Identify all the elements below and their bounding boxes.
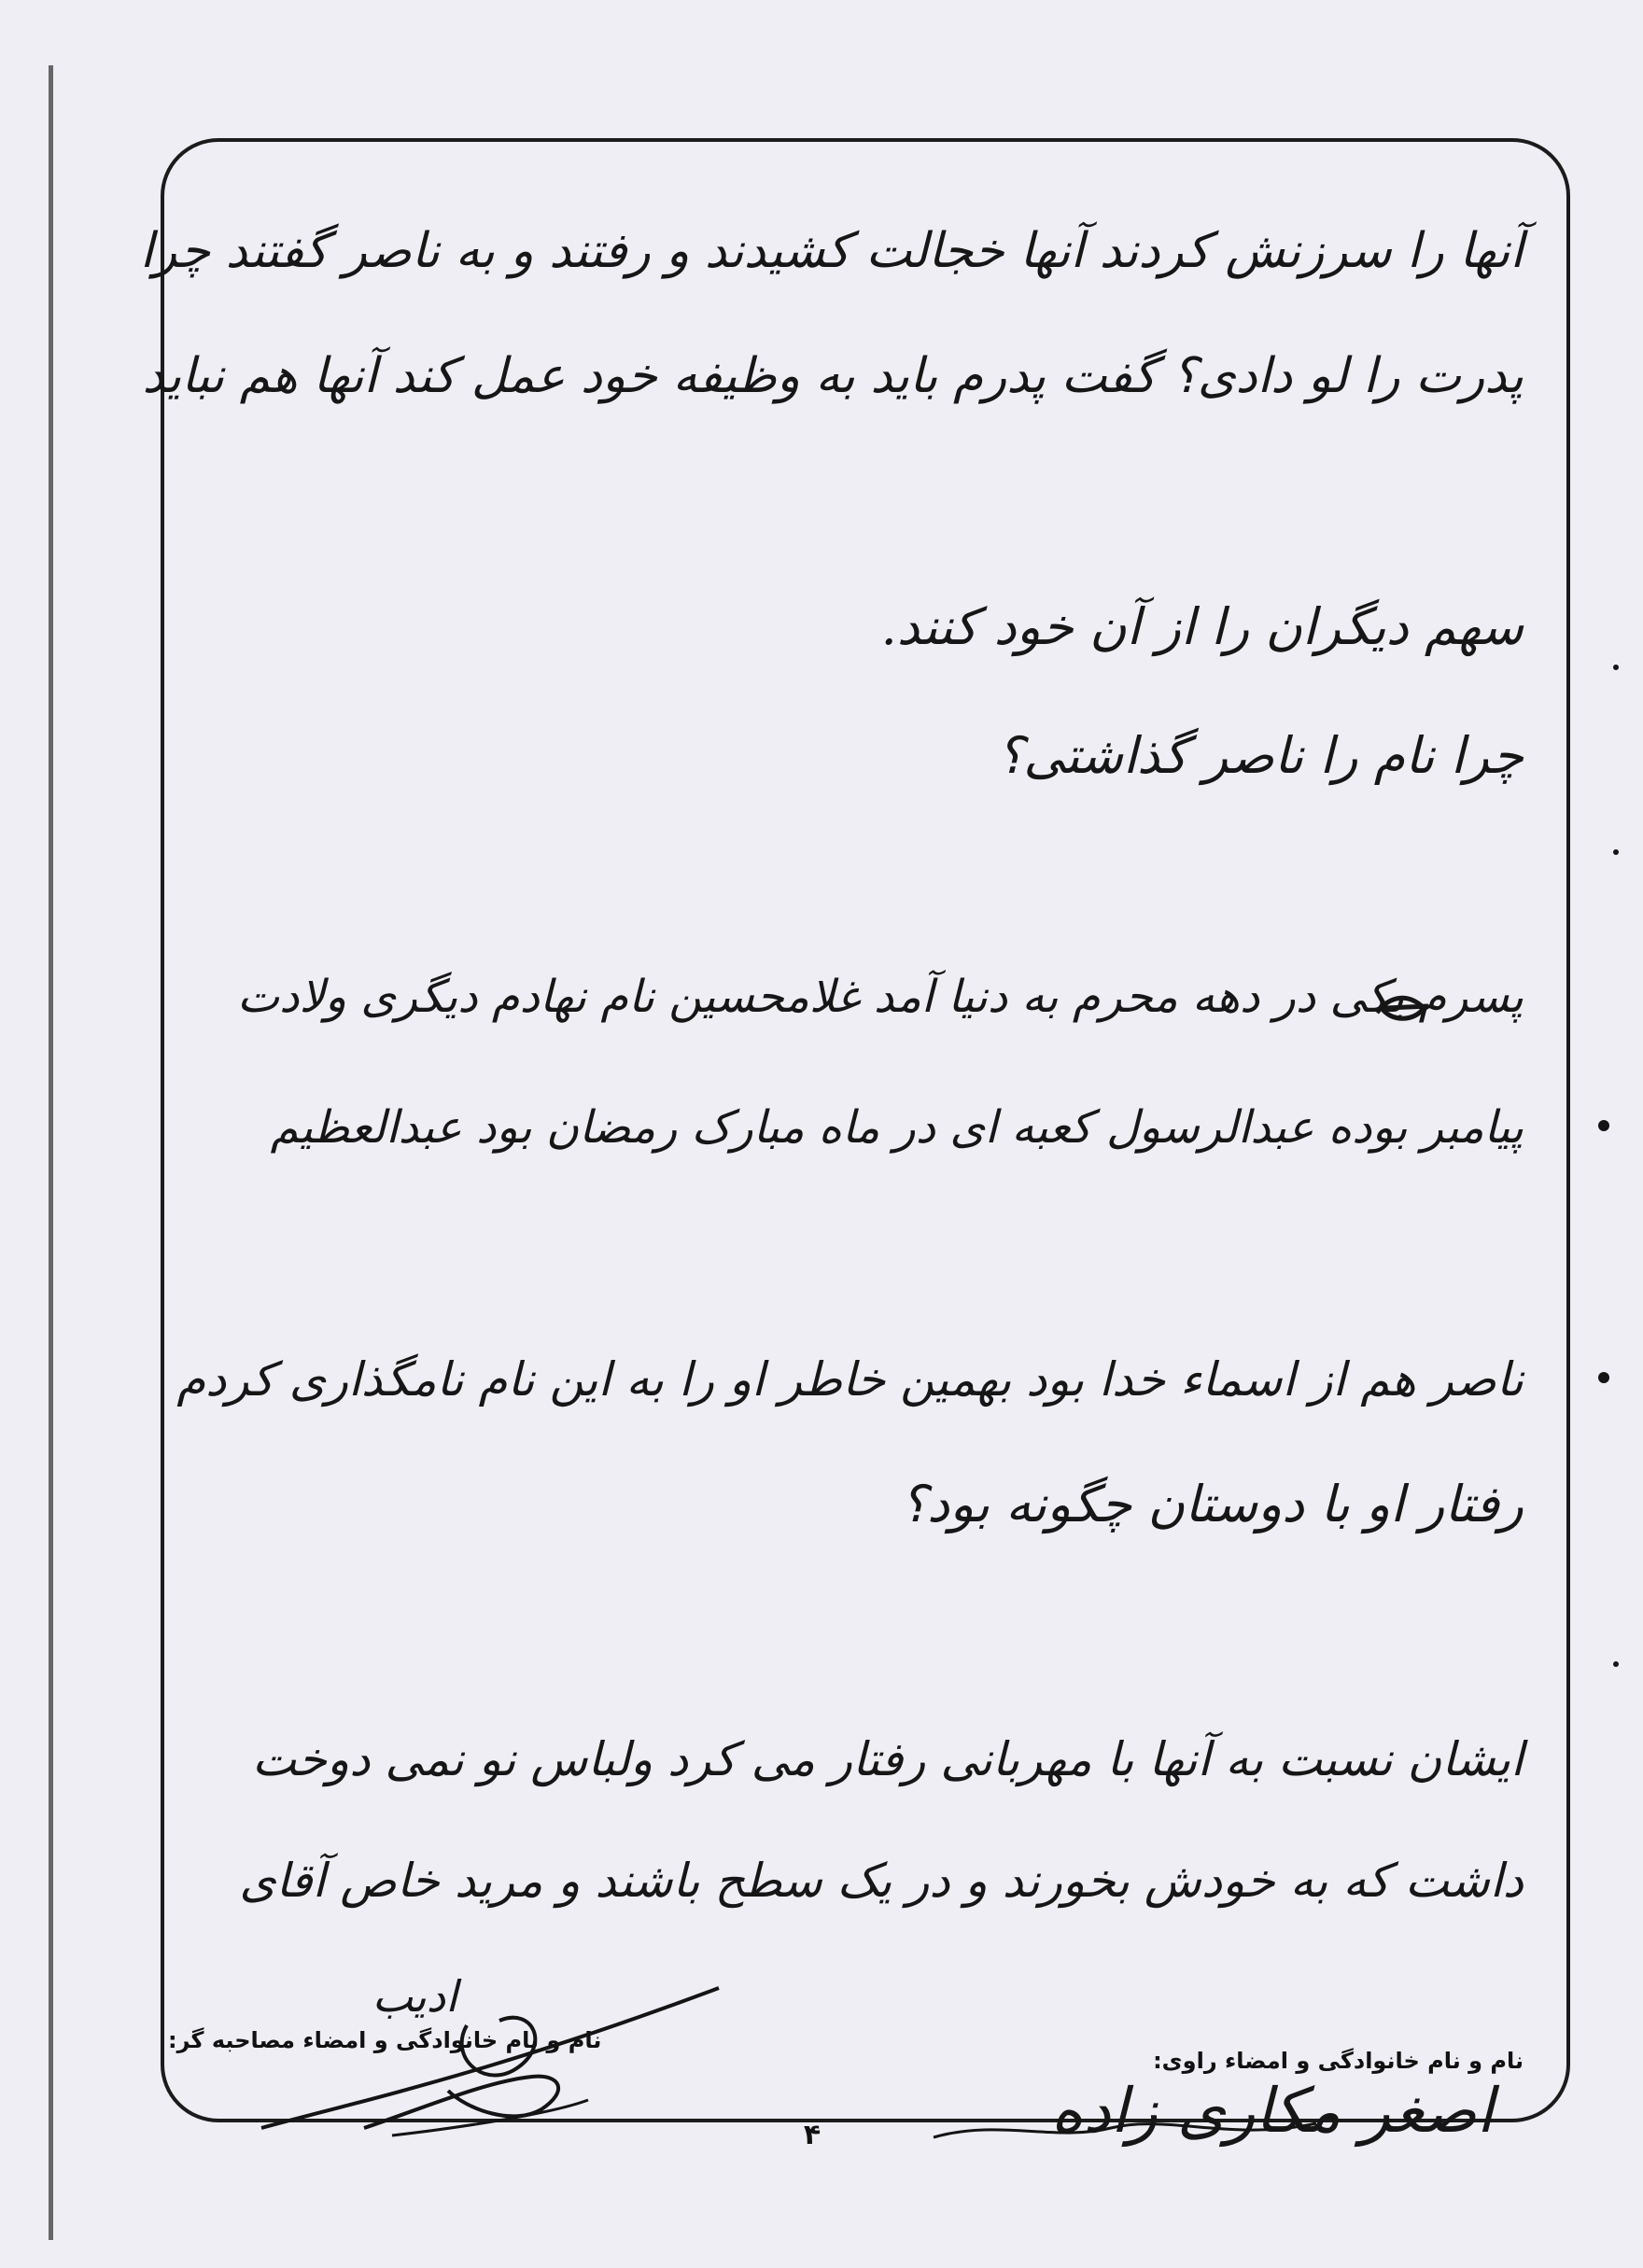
margin-dot-3 [1613,665,1619,670]
bullet-dot-2 [1598,1372,1609,1383]
bullet-dot-1 [1598,1120,1609,1131]
interviewer-signature-label: نام و نام خانوادگی و امضاء مصاحبه گر: [168,2027,602,2053]
margin-dot-4 [1613,849,1619,855]
scribble-mark [1372,989,1438,1027]
narrator-signature-flourish [924,2081,1391,2156]
handwritten-line-11: ادیب [372,1971,457,2022]
handwritten-line-7: ناصر هم از اسماء خدا بود بهمین خاطر او را به این نام نامگذاری کردم [176,1352,1524,1407]
handwritten-line-10: داشت که به خودش بخورند و در یک سطح باشند و مرید خاص آقای [239,1854,1524,1908]
handwritten-line-9: ایشان نسبت به آنها با مهربانی رفتار می کرد ولباس نو نمی دوخت [252,1732,1524,1786]
handwritten-line-5: پسرم یکی در دهه محرم به دنیا آمد غلامحسین نام نهادم دیگری ولادت [236,971,1524,1023]
margin-dot-5 [1613,1661,1619,1667]
handwritten-question-2: رفتار او با دوستان چگونه بود؟ [900,1475,1524,1533]
interviewer-signature [252,1969,737,2147]
narrator-signature: اصغر مکاری زاده [1050,2075,1494,2147]
handwritten-line-6: پیامبر بوده عبدالرسول کعبه ای در ماه مبارک رمضان بود عبدالعظیم [270,1101,1524,1154]
handwritten-line-1: آنها را سرزنش کردند آنها خجالت کشیدند و رفتند و به ناصر گفتند چرا [139,223,1524,279]
handwritten-line-2: پدرت را لو دادی؟ گفت پدرم باید به وظیفه خود عمل کند آنها هم نباید [142,348,1524,404]
narrator-signature-label: نام و نام خانوادگی و امضاء راوی: [1153,2048,1524,2074]
handwritten-line-3: سهم دیگران را از آن خود کنند. [880,597,1524,656]
page-number: ۴ [803,2119,822,2151]
left-margin-rule [49,65,53,2240]
handwritten-question-1: چرا نام را ناصر گذاشتی؟ [996,726,1524,785]
